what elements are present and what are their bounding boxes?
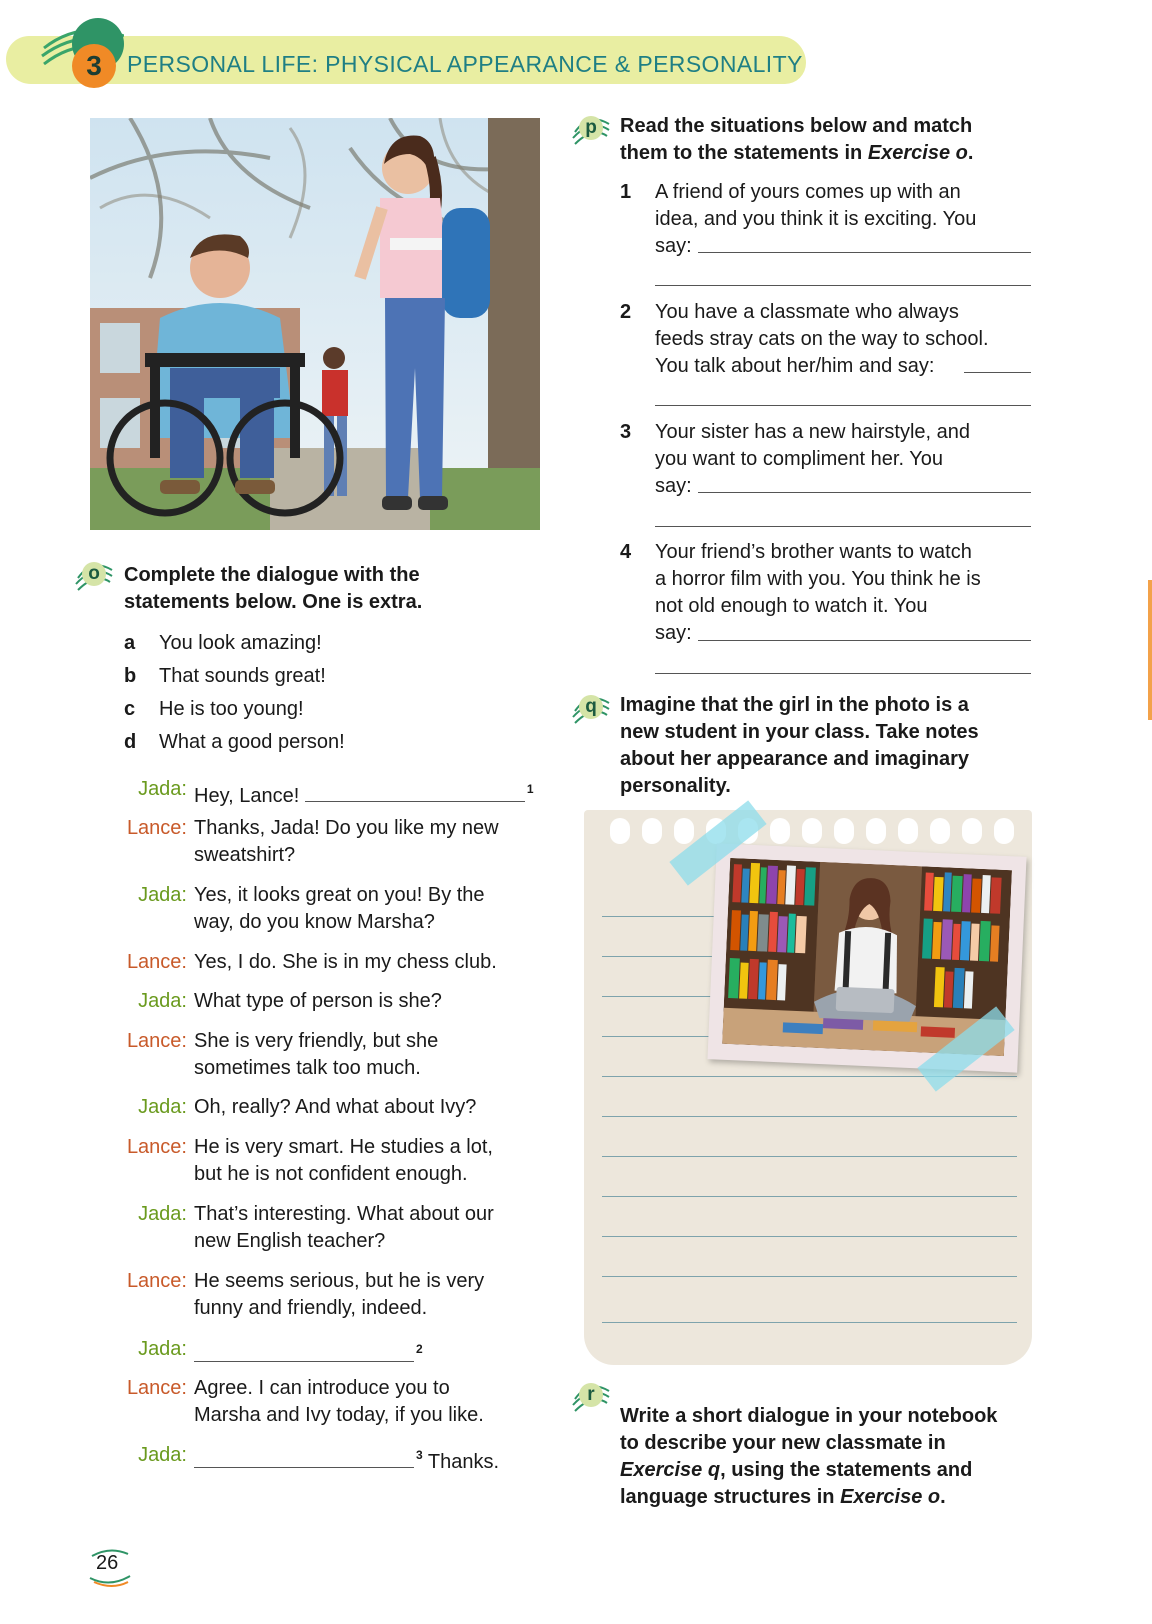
instruction-line: Complete the dialogue with the [124,564,420,586]
situation-number: 4 [620,541,632,563]
instruction-text: language structures in [620,1486,841,1508]
situation-text [655,299,1035,380]
instruction-text: . [940,1486,946,1508]
situation-line: say: [655,622,692,644]
photo-teens-outdoors [90,118,540,530]
gap-number: 1 [526,782,534,796]
exercise-r-marker [571,1377,611,1417]
answer-line[interactable] [698,492,1031,493]
answer-blank-3[interactable] [194,1449,414,1468]
option-letter: b [124,665,137,687]
instruction-emphasis: Exercise o [867,142,968,164]
dialogue-line [194,1201,544,1255]
dialogue-line [194,776,544,810]
notepad-hole [642,818,662,844]
dialogue-line [194,882,544,936]
exercise-p-marker [571,110,611,150]
dialogue-text: Agree. I can introduce you to [194,1377,450,1399]
option-c [124,696,304,723]
speaker-label: Lance: [126,817,187,839]
dialogue-text: Hey, Lance! [194,785,300,807]
speaker-label: Jada: [138,884,187,906]
option-text: You look amazing! [159,632,322,654]
instruction-emphasis: Exercise o [840,1486,941,1508]
speaker-label: Jada: [138,1203,187,1225]
situation-line: say: [655,475,692,497]
dialogue-text: sweatshirt? [194,844,296,866]
answer-line[interactable] [655,285,1031,286]
speaker-label: Jada: [138,778,187,800]
option-text: What a good person! [159,731,345,753]
situation-text [655,539,1035,647]
dialogue-line [194,1268,544,1322]
notepad-line[interactable] [602,1276,1017,1277]
situation-line: Your friend’s brother wants to watch [655,541,972,563]
situation-line: You have a classmate who always [655,301,959,323]
dialogue-text: He is very smart. He studies a lot, [194,1136,493,1158]
dialogue-text: That’s interesting. What about our [194,1203,494,1225]
option-d [124,729,345,756]
option-text: That sounds great! [159,665,326,687]
dialogue-line [194,1134,544,1188]
speaker-label: Lance: [126,1030,187,1052]
situation-text [655,419,1035,500]
dialogue-line [194,815,544,869]
exercise-r-instruction [620,1403,997,1511]
notepad-hole [866,818,886,844]
instruction-line: new student in your class. Take notes [620,721,979,743]
dialogue-text: but he is not confident enough. [194,1163,468,1185]
notepad-hole [610,818,630,844]
answer-blank-1[interactable] [305,783,525,802]
notepad-line[interactable] [602,1322,1017,1323]
answer-line[interactable] [698,252,1031,253]
edge-tab-marker [1148,580,1152,720]
answer-line[interactable] [698,640,1031,641]
answer-line[interactable] [655,673,1031,674]
instruction-line: Read the situations below and match [620,115,973,137]
exercise-o-letter: o [82,562,106,586]
situation-line: You talk about her/him and say: [655,355,935,377]
dialogue-text: Thanks, Jada! Do you like my new [194,817,499,839]
notepad-line[interactable] [602,1116,1017,1117]
exercise-o-instruction [124,562,422,616]
instruction-line: Write a short dialogue in your notebook [620,1405,998,1427]
instruction-emphasis: Exercise q [620,1459,721,1481]
exercise-q-letter: q [579,695,603,719]
option-b [124,663,326,690]
dialogue-text: He seems serious, but he is very [194,1270,485,1292]
notepad-hole [770,818,790,844]
situation-line: feeds stray cats on the way to school. [655,328,989,350]
instruction-line [620,140,973,167]
page-number: 26 [96,1552,119,1574]
page-title: PERSONAL LIFE: PHYSICAL APPEARANCE & PERSONALITY [127,51,803,77]
situation-line: say: [655,235,692,257]
notepad-hole [994,818,1014,844]
instruction-text: them to the statements in [620,142,868,164]
unit-number-badge: 3 [72,44,116,88]
gap-number: 3 [416,1448,423,1462]
speaker-label: Jada: [138,1338,187,1360]
dialogue-line: Oh, really? And what about Ivy? [194,1096,477,1118]
instruction-line: personality. [620,775,731,797]
speaker-label: Lance: [126,951,187,973]
situation-line: not old enough to watch it. You [655,595,928,617]
dialogue-text: sometimes talk too much. [194,1057,421,1079]
notepad-hole [802,818,822,844]
notepad-hole [898,818,918,844]
instruction-text: , using the statements and [720,1459,973,1481]
exercise-p-instruction [620,113,973,167]
situation-line: A friend of yours comes up with an [655,181,961,203]
situation-line: idea, and you think it is exciting. You [655,208,977,230]
dialogue-text: She is very friendly, but she [194,1030,439,1052]
exercise-p-letter: p [579,116,603,140]
answer-line[interactable] [655,405,1031,406]
situation-number: 2 [620,301,632,323]
situation-number: 1 [620,181,632,203]
dialogue-line [194,1336,544,1370]
instruction-line: about her appearance and imaginary [620,748,969,770]
situation-line: Your sister has a new hairstyle, and [655,421,970,443]
speaker-label: Lance: [126,1377,187,1399]
situation-line: a horror film with you. You think he is [655,568,981,590]
situation-text [655,179,1035,260]
dialogue-text: way, do you know Marsha? [194,911,435,933]
speaker-label: Jada: [138,1096,187,1118]
speaker-label: Jada: [138,990,187,1012]
instruction-line: statements below. One is extra. [124,591,423,613]
dialogue-text: new English teacher? [194,1230,386,1252]
notepad-hole [930,818,950,844]
dialogue-text: Thanks. [427,1451,500,1473]
gap-number: 2 [416,1342,423,1356]
instruction-line [620,1457,997,1484]
option-letter: c [124,698,136,720]
situation-number: 3 [620,421,632,443]
dialogue-line [194,1375,544,1429]
exercise-q-marker [571,689,611,729]
dialogue-line: Yes, I do. She is in my chess club. [194,951,497,973]
speaker-label: Lance: [126,1136,187,1158]
option-letter: d [124,731,137,753]
option-letter: a [124,632,136,654]
exercise-q-instruction [620,692,979,800]
instruction-line [620,1484,997,1511]
speaker-label: Jada: [138,1444,187,1466]
instruction-line: to describe your new classmate in [620,1432,946,1454]
dialogue-line: What type of person is she? [194,990,442,1012]
notepad-line[interactable] [602,1156,1017,1157]
dialogue-line [194,1442,544,1476]
dialogue-text: Yes, it looks great on you! By the [194,884,485,906]
notepad-hole [962,818,982,844]
dialogue-text: Marsha and Ivy today, if you like. [194,1404,484,1426]
exercise-r-letter: r [579,1383,603,1407]
notepad-hole [834,818,854,844]
notepad-line[interactable] [602,1196,1017,1197]
option-a [124,630,322,657]
answer-line[interactable] [655,526,1031,527]
dialogue-text: funny and friendly, indeed. [194,1297,428,1319]
instruction-text: . [967,142,974,164]
exercise-o-marker [74,556,114,596]
notepad-hole [674,818,694,844]
answer-line[interactable] [964,372,1031,373]
dialogue-line [194,1028,544,1082]
situation-line: you want to compliment her. You [655,448,943,470]
speaker-label: Lance: [126,1270,187,1292]
option-text: He is too young! [159,698,304,720]
answer-blank-2[interactable] [194,1343,414,1362]
instruction-line: Imagine that the girl in the photo is a [620,694,969,716]
notepad-line[interactable] [602,1236,1017,1237]
